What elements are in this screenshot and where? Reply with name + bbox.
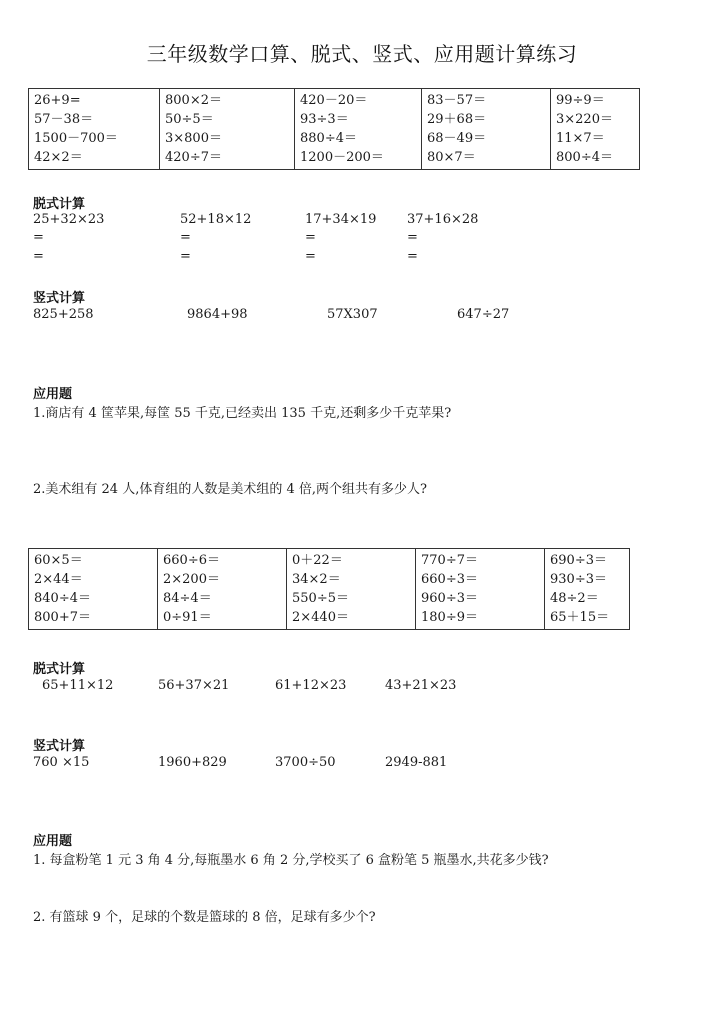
oral-item: 930÷3＝	[550, 572, 607, 587]
equals-sign: =	[33, 249, 44, 264]
word-problem: 2.美术组有 24 人,体育组的人数是美术组的 4 倍,两个组共有多少人?	[33, 482, 427, 497]
oral-item: 840÷4＝	[34, 591, 91, 606]
oral-col	[287, 549, 416, 630]
oral-item: 800×2＝	[165, 93, 222, 108]
oral-item: 3×800＝	[165, 131, 222, 146]
vertical-calc-item: 57X307	[327, 307, 378, 322]
oral-item: 80×7＝	[427, 150, 476, 165]
oral-item: 960÷3＝	[421, 591, 478, 606]
oral-col	[422, 89, 551, 170]
oral-col	[545, 549, 630, 630]
step-calc-item: 43+21×23	[385, 678, 457, 693]
oral-col	[416, 549, 545, 630]
equals-sign: =	[180, 230, 191, 245]
step-calc-item: 56+37×21	[158, 678, 230, 693]
oral-item: 11×7＝	[556, 131, 605, 146]
vertical-calc-item: 647÷27	[457, 307, 510, 322]
oral-col	[295, 89, 422, 170]
oral-item: 68－49＝	[427, 131, 487, 146]
oral-item: 60×5＝	[34, 553, 83, 568]
oral-item: 83－57＝	[427, 93, 487, 108]
oral-item: 99÷9＝	[556, 93, 605, 108]
oral-item: 770÷7＝	[421, 553, 478, 568]
oral-col	[29, 549, 158, 630]
oral-item: 93÷3＝	[300, 112, 349, 127]
oral-item: 29＋68＝	[427, 112, 487, 127]
vertical-calc-item: 1960+829	[158, 755, 227, 770]
oral-item: 0÷91＝	[163, 610, 212, 625]
oral-item: 48÷2＝	[550, 591, 599, 606]
step-calc-item: 17+34×19	[305, 212, 377, 227]
page-title: 三年级数学口算、脱式、竖式、应用题计算练习	[146, 42, 578, 66]
equals-sign: =	[305, 230, 316, 245]
vertical-calc-item: 825+258	[33, 307, 94, 322]
step-calc-heading: 脱式计算	[33, 197, 86, 212]
oral-item: 3×220＝	[556, 112, 613, 127]
oral-item: 180÷9＝	[421, 610, 478, 625]
oral-col	[29, 89, 160, 170]
oral-item: 1200－200＝	[300, 150, 384, 165]
oral-item: 50÷5＝	[165, 112, 214, 127]
word-problem: 2. 有篮球 9 个，足球的个数是篮球的 8 倍，足球有多少个?	[33, 910, 376, 925]
vertical-calc-item: 3700÷50	[275, 755, 336, 770]
vertical-calc-heading: 竖式计算	[33, 291, 86, 306]
vertical-calc-heading: 竖式计算	[33, 739, 86, 754]
vertical-calc-item: 760 ×15	[33, 755, 90, 770]
oral-item: 34×2＝	[292, 572, 341, 587]
vertical-calc-item: 2949-881	[385, 755, 448, 770]
equals-sign: =	[305, 249, 316, 264]
oral-calc-table	[28, 88, 640, 170]
oral-calc-table	[28, 548, 630, 630]
oral-item: 65＋15＝	[550, 610, 610, 625]
oral-item: 800+7＝	[34, 610, 91, 625]
oral-item: 800÷4＝	[556, 150, 613, 165]
step-calc-item: 25+32×23	[33, 212, 105, 227]
oral-item: 84÷4＝	[163, 591, 212, 606]
oral-item: 2×440＝	[292, 610, 349, 625]
oral-item: 2×200＝	[163, 572, 220, 587]
step-calc-heading: 脱式计算	[33, 662, 86, 677]
oral-item: 2×44＝	[34, 572, 83, 587]
word-problem-heading: 应用题	[33, 834, 73, 849]
oral-item: 1500－700＝	[34, 131, 118, 146]
step-calc-item: 65+11×12	[42, 678, 114, 693]
oral-item: 690÷3＝	[550, 553, 607, 568]
oral-item: 420÷7＝	[165, 150, 222, 165]
equals-sign: =	[180, 249, 191, 264]
oral-item: 420－20＝	[300, 93, 368, 108]
vertical-calc-item: 9864+98	[187, 307, 248, 322]
step-calc-item: 37+16×28	[407, 212, 479, 227]
oral-item: 42×2＝	[34, 150, 83, 165]
step-calc-item: 61+12×23	[275, 678, 347, 693]
oral-item: 26+9=	[34, 93, 81, 108]
oral-col	[551, 89, 640, 170]
equals-sign: =	[407, 249, 418, 264]
oral-item: 57－38＝	[34, 112, 94, 127]
equals-sign: =	[33, 230, 44, 245]
oral-col	[160, 89, 295, 170]
word-problem: 1.商店有 4 筐苹果,每筐 55 千克,已经卖出 135 千克,还剩多少千克苹果?	[33, 406, 452, 421]
equals-sign: =	[407, 230, 418, 245]
oral-item: 550÷5＝	[292, 591, 349, 606]
oral-item: 660÷3＝	[421, 572, 478, 587]
word-problem: 1. 每盒粉笔 1 元 3 角 4 分,每瓶墨水 6 角 2 分,学校买了 6 盒粉笔 5 瓶墨水,共花多少钱?	[33, 853, 549, 868]
oral-item: 660÷6＝	[163, 553, 220, 568]
step-calc-item: 52+18×12	[180, 212, 252, 227]
oral-col	[158, 549, 287, 630]
oral-item: 880÷4＝	[300, 131, 357, 146]
oral-item: 0＋22＝	[292, 553, 343, 568]
word-problem-heading: 应用题	[33, 387, 73, 402]
